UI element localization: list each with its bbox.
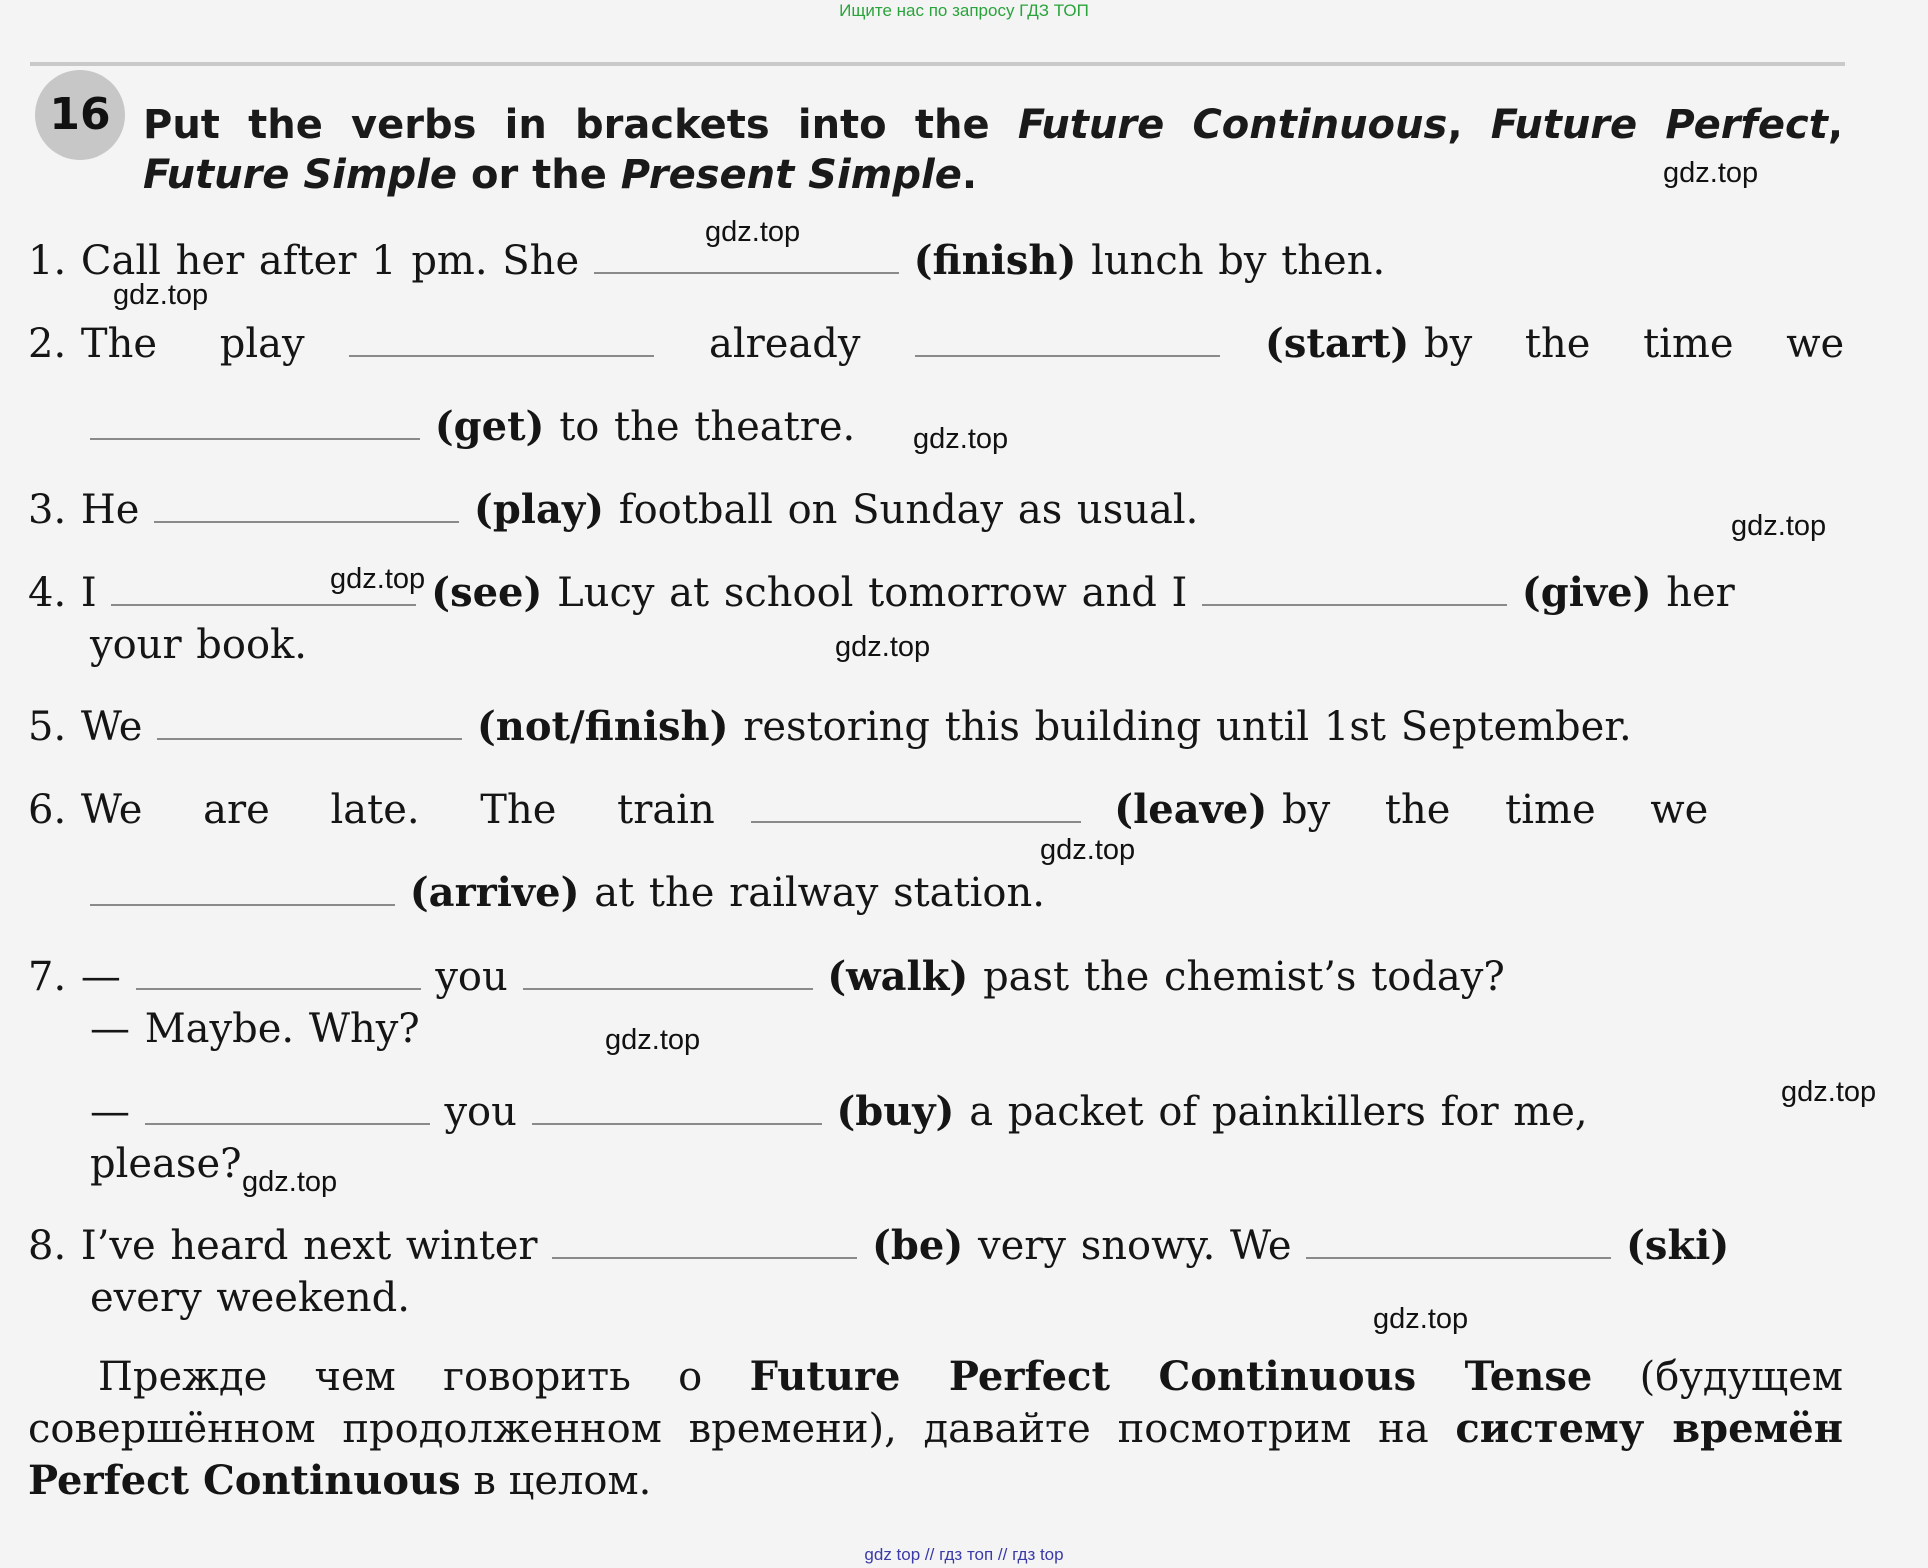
sentence-number: 8. (28, 1223, 67, 1269)
answer-blank[interactable] (349, 323, 654, 357)
answer-blank[interactable] (90, 872, 395, 906)
watermark: gdz.top (1781, 1076, 1877, 1108)
watermark: gdz.top (1731, 510, 1827, 542)
verb-prompt: (get) (434, 403, 545, 450)
top-banner: Ищите нас по запросу ГДЗ ТОП (839, 1, 1089, 20)
sentence-3: 3. He (play) football on Sunday as usual. (28, 486, 1199, 533)
answer-blank[interactable] (751, 789, 1081, 823)
sentence-number: 2. (28, 321, 67, 367)
watermark: gdz.top (1663, 157, 1759, 189)
verb-prompt: (arrive) (409, 869, 580, 916)
answer-blank[interactable] (136, 956, 421, 990)
exercise-number-badge: 16 (35, 70, 125, 160)
answer-blank[interactable] (552, 1225, 857, 1259)
sentence-7-end: please? (90, 1141, 242, 1187)
verb-prompt: (ski) (1626, 1222, 1730, 1269)
sentence-7: 7. — you (walk) past the chemist’s today? (28, 953, 1505, 1000)
sentence-8-cont: every weekend. (90, 1275, 410, 1321)
watermark: gdz.top (113, 279, 209, 311)
answer-blank[interactable] (154, 489, 459, 523)
answer-blank[interactable] (145, 1091, 430, 1125)
verb-prompt: (play) (473, 486, 605, 533)
verb-prompt: (start) (1264, 320, 1410, 367)
verb-prompt: (walk) (827, 953, 969, 1000)
exercise-instruction: Put the verbs in brackets into the Future Continuous, Future Perfect, Future Simple or the Present Simple. (143, 102, 1844, 198)
verb-prompt: (see) (431, 569, 543, 616)
sentence-7-reply: — Maybe. Why? (90, 1006, 420, 1052)
verb-prompt: (give) (1521, 569, 1652, 616)
answer-blank[interactable] (532, 1091, 822, 1125)
sentence-number: 6. (28, 787, 67, 833)
answer-blank[interactable] (1202, 572, 1507, 606)
watermark: gdz.top (913, 423, 1009, 455)
footer-banner: gdz top // гдз топ // гдз top (864, 1545, 1064, 1564)
verb-prompt: (be) (872, 1222, 964, 1269)
watermark: gdz.top (1040, 834, 1136, 866)
answer-blank[interactable] (915, 323, 1220, 357)
sentence-2-cont: (get) to the theatre. (28, 401, 855, 453)
sentence-6: 6. We are late. The train (leave) by the time we (28, 786, 1709, 833)
verb-prompt: (buy) (836, 1088, 955, 1135)
sentence-4: 4. I (see) Lucy at school tomorrow and I (give) her (28, 569, 1735, 616)
sentence-7-cont: — you (buy) a packet of painkillers for me, (90, 1088, 1588, 1135)
answer-blank[interactable] (1306, 1225, 1611, 1259)
sentence-8: 8. I’ve heard next winter (be) very snowy. We (ski) (28, 1222, 1730, 1269)
watermark: gdz.top (835, 631, 931, 663)
watermark: gdz.top (330, 563, 426, 595)
watermark: gdz.top (1373, 1303, 1469, 1335)
sentence-2: 2. The play already (start) by the time we (28, 320, 1845, 367)
watermark: gdz.top (705, 216, 801, 248)
sentence-1: 1. Call her after 1 pm. She (finish) lunch by then. (28, 237, 1386, 284)
top-rule (30, 62, 1845, 66)
verb-prompt: (leave) (1114, 786, 1268, 833)
sentence-number: 5. (28, 704, 67, 750)
verb-prompt: (finish) (913, 237, 1077, 284)
watermark: gdz.top (242, 1166, 338, 1198)
answer-blank[interactable] (90, 406, 420, 440)
answer-blank[interactable] (157, 706, 462, 740)
sentence-4-cont: your book. (90, 622, 307, 668)
verb-prompt: (not/finish) (476, 703, 729, 750)
sentence-number: 3. (28, 487, 67, 533)
explanation-paragraph: Прежде чем говорить о Future Perfect Continuous Tense (будущем совершённом продолженном времени), давайте посмотрим на систему времён Perfect Continuous в целом. (28, 1353, 1844, 1504)
answer-blank[interactable] (523, 956, 813, 990)
sentence-number: 7. (28, 954, 67, 1000)
watermark: gdz.top (605, 1024, 701, 1056)
sentence-number: 4. (28, 570, 67, 616)
sentence-5: 5. We (not/finish) restoring this building until 1st September. (28, 703, 1632, 750)
sentence-6-cont: (arrive) at the railway station. (28, 867, 1045, 919)
sentence-number: 1. (28, 238, 67, 284)
